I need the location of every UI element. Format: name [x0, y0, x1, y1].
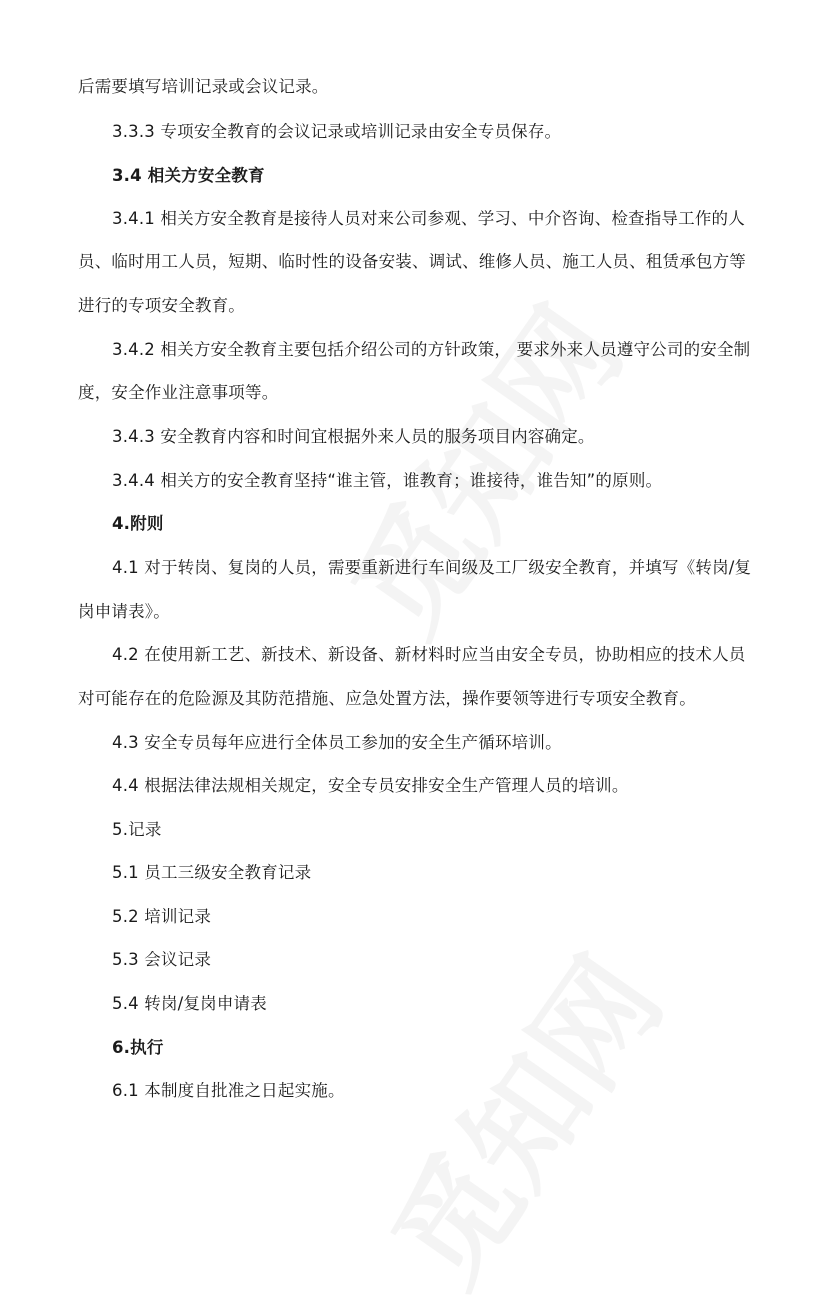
section-heading: 5.记录 [112, 820, 162, 839]
text-line: 4.2 在使用新工艺、新技术、新设备、新材料时应当由安全专员，协助相应的技术人员 [112, 645, 746, 664]
text-line: 度，安全作业注意事项等。 [78, 383, 279, 402]
text-line: 5.2 培训记录 [112, 907, 212, 926]
text-line: 4.1 对于转岗、复岗的人员，需要重新进行车间级及工厂级安全教育，并填写《转岗/复 [112, 558, 752, 577]
text-line: 3.4.2 相关方安全教育主要包括介绍公司的方针政策， 要求外来人员遵守公司的安全制 [112, 340, 751, 359]
text-line: 3.4.1 相关方安全教育是接待人员对来公司参观、学习、中介咨询、检查指导工作的人 [112, 209, 745, 228]
text-line: 进行的专项安全教育。 [78, 296, 245, 315]
text-line: 后需要填写培训记录或会议记录。 [78, 77, 329, 96]
text-line: 员、临时用工人员，短期、临时性的设备安装、调试、维修人员、施工人员、租赁承包方等 [78, 252, 746, 271]
text-line: 6.1 本制度自批准之日起实施。 [112, 1081, 345, 1100]
text-line: 3.3.3 专项安全教育的会议记录或培训记录由安全专员保存。 [112, 122, 562, 141]
text-line: 4.4 根据法律法规相关规定，安全专员安排安全生产管理人员的培训。 [112, 776, 629, 795]
text-line: 3.4.4 相关方的安全教育坚持“谁主管，谁教育；谁接待，谁告知”的原则。 [112, 471, 663, 490]
watermark [346, 919, 693, 1313]
text-line: 4.3 安全专员每年应进行全体员工参加的安全生产循环培训。 [112, 733, 562, 752]
text-line: 5.4 转岗/复岗申请表 [112, 994, 267, 1013]
text-line: 岗申请表》。 [78, 602, 170, 621]
section-heading: 3.4 相关方安全教育 [112, 166, 265, 185]
text-line: 5.1 员工三级安全教育记录 [112, 863, 312, 882]
watermark [306, 269, 653, 663]
text-line: 5.3 会议记录 [112, 950, 212, 969]
section-heading: 6.执行 [112, 1038, 164, 1057]
text-line: 3.4.3 安全教育内容和时间宜根据外来人员的服务项目内容确定。 [112, 427, 595, 446]
section-heading: 4.附则 [112, 514, 164, 533]
text-line: 对可能存在的危险源及其防范措施、应急处置方法，操作要领等进行专项安全教育。 [78, 689, 696, 708]
